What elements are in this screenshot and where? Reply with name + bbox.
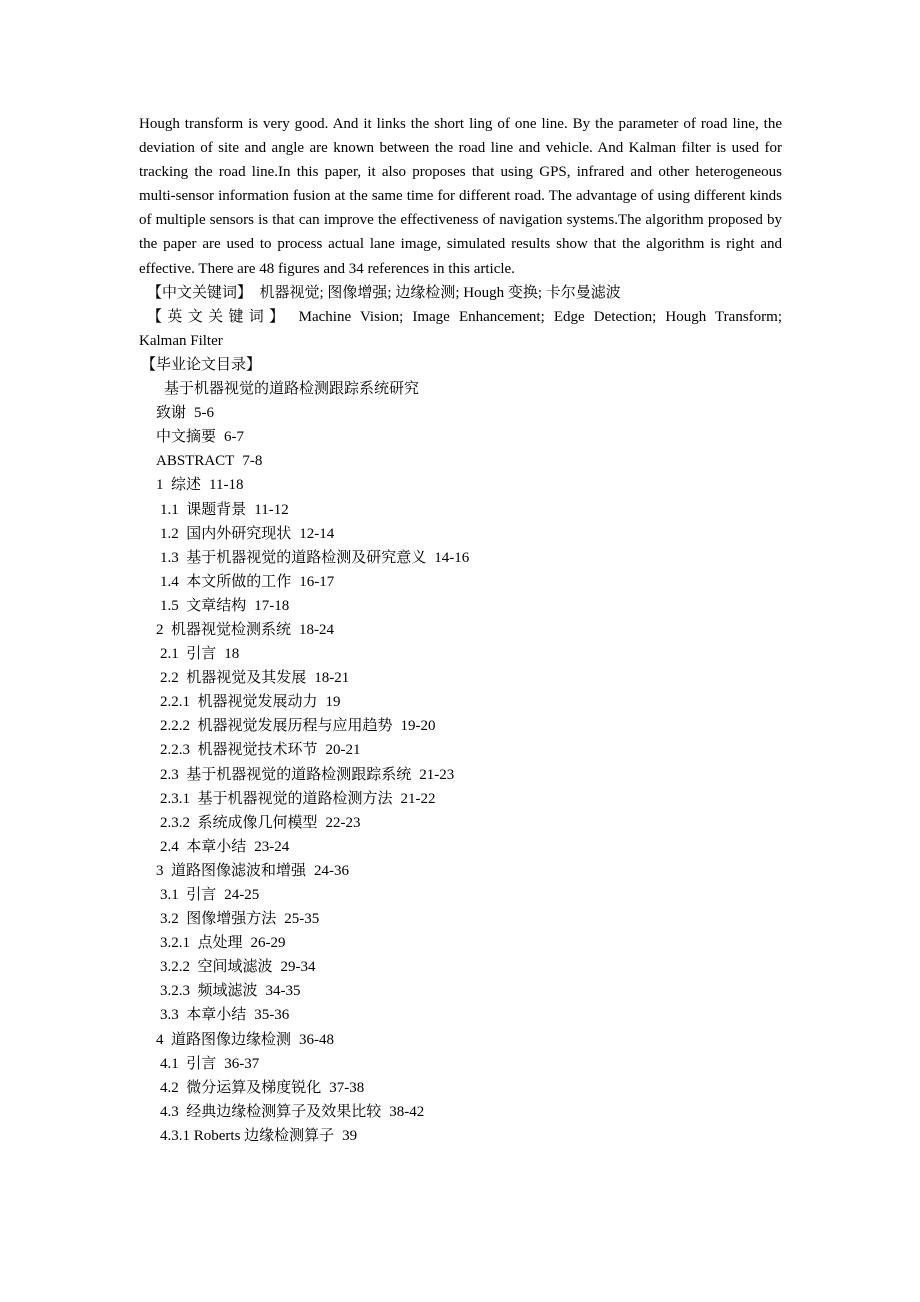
toc-entry[interactable] bbox=[139, 1124, 782, 1148]
toc-entry-text: 2.2 机器视觉及其发展 bbox=[160, 670, 307, 687]
toc-entry[interactable] bbox=[139, 763, 782, 787]
english-keywords-label: 【英文关键词】 bbox=[147, 308, 290, 325]
toc-entry-text: 3.2.2 空间域滤波 bbox=[160, 959, 273, 976]
toc-entry-text: 2.3.2 系统成像几何模型 bbox=[160, 814, 318, 831]
toc-entry-text: 4 道路图像边缘检测 bbox=[156, 1031, 292, 1048]
toc-entry-text: 3.1 引言 bbox=[160, 887, 217, 903]
toc-entry-pages: 11-12 bbox=[254, 501, 289, 518]
toc-entry[interactable] bbox=[139, 594, 782, 618]
toc-entry[interactable] bbox=[139, 449, 782, 473]
toc-entry[interactable] bbox=[139, 955, 782, 979]
toc-entry-pages: 23-24 bbox=[254, 838, 290, 855]
toc-entry-text: 3.2.1 点处理 bbox=[160, 935, 243, 952]
toc-entry-text: 2.3 基于机器视觉的道路检测跟踪系统 bbox=[160, 766, 412, 783]
toc-entry[interactable] bbox=[139, 666, 782, 690]
chinese-keywords-label: 【中文关键词】 bbox=[147, 284, 253, 301]
toc-entry[interactable] bbox=[139, 1100, 782, 1124]
toc-entry-pages: 5-6 bbox=[194, 405, 215, 422]
toc-entry-pages: 34-35 bbox=[265, 983, 301, 1000]
toc-entry-text: 3.2 图像增强方法 bbox=[160, 911, 277, 928]
english-abstract: Hough transform is very good. And it links the short ling of one line. By the parameter of road line, the deviation of site and angle are known between the road line and vehicle. And Kalman filter is used for tracking the road line.In this paper, it also proposes that using GPS, infrared and other heterogeneous multi-sensor information fusion at the same time for different road. The advantage of using different kinds of multiple sensors is that can improve the effectiveness of navigation systems.The algorithm proposed by the paper are used to process actual lane image, simulated results show that the algorithm is right and effective. There are 48 figures and 34 references in this article. bbox=[139, 116, 782, 277]
toc-entry-pages: 19 bbox=[325, 694, 341, 711]
toc-entry-pages: 36-48 bbox=[299, 1031, 335, 1048]
toc-entry-pages: 25-35 bbox=[284, 911, 320, 928]
toc-entry-pages: 18-21 bbox=[314, 670, 350, 687]
toc-entry-text: ABSTRACT bbox=[156, 453, 235, 470]
toc-entry-text: 4.3 经典边缘检测算子及效果比较 bbox=[160, 1103, 382, 1120]
toc-entry-pages: 39 bbox=[342, 1127, 358, 1144]
toc-entry[interactable] bbox=[139, 1028, 782, 1052]
toc-entry-pages: 37-38 bbox=[329, 1079, 365, 1096]
toc-entry[interactable] bbox=[139, 907, 782, 931]
toc-entry-text: 1.1 课题背景 bbox=[160, 501, 247, 518]
toc-entry-text: 致谢 bbox=[156, 405, 187, 422]
chinese-keywords-value: 机器视觉; 图像增强; 边缘检测; Hough 变换; 卡尔曼滤波 bbox=[259, 284, 621, 301]
toc-entry-text: 1.3 基于机器视觉的道路检测及研究意义 bbox=[160, 549, 427, 566]
toc-entry[interactable] bbox=[139, 859, 782, 883]
toc-entry-pages: 38-42 bbox=[389, 1103, 425, 1120]
toc-entry-pages: 12-14 bbox=[299, 525, 335, 542]
toc-entry[interactable] bbox=[139, 1076, 782, 1100]
toc-entry-pages: 14-16 bbox=[434, 549, 470, 566]
toc-entry[interactable] bbox=[139, 546, 782, 570]
toc-entry[interactable] bbox=[139, 642, 782, 666]
toc-entry-text: 2.1 引言 bbox=[160, 646, 217, 663]
toc-entry-text: 2.2.2 机器视觉发展历程与应用趋势 bbox=[160, 718, 393, 735]
english-keywords-continuation: Kalman Filter bbox=[139, 332, 223, 349]
document-page bbox=[139, 112, 782, 1148]
toc-entry[interactable] bbox=[139, 570, 782, 594]
toc-entry-text: 2.3.1 基于机器视觉的道路检测方法 bbox=[160, 790, 393, 807]
toc-entry-pages: 24-25 bbox=[224, 887, 260, 903]
toc-entry-text: 4.3.1 Roberts 边缘检测算子 bbox=[160, 1127, 335, 1144]
toc-entry-pages: 19-20 bbox=[400, 718, 436, 735]
toc-entry-text: 2.4 本章小结 bbox=[160, 838, 247, 855]
toc-entry-pages: 36-37 bbox=[224, 1055, 260, 1072]
toc-entry-pages: 6-7 bbox=[224, 429, 245, 446]
toc-entry[interactable] bbox=[139, 979, 782, 1003]
chinese-keywords bbox=[139, 281, 782, 305]
toc-entry-text: 中文摘要 bbox=[156, 429, 217, 446]
toc-entry-pages: 18-24 bbox=[299, 621, 335, 638]
toc-entry-text: 1 综述 bbox=[156, 477, 202, 494]
toc-entry-pages: 7-8 bbox=[242, 453, 263, 470]
toc-entry-pages: 24-36 bbox=[314, 862, 350, 879]
toc-entry-pages: 17-18 bbox=[254, 597, 290, 614]
english-keywords bbox=[139, 305, 782, 329]
toc-entry-text: 1.5 文章结构 bbox=[160, 597, 247, 614]
toc-entry-text: 1.4 本文所做的工作 bbox=[160, 573, 292, 590]
toc-entry-text: 3.3 本章小结 bbox=[160, 1007, 247, 1024]
toc-entry-pages: 21-23 bbox=[419, 766, 455, 783]
toc-entry-pages: 29-34 bbox=[280, 959, 316, 976]
toc-entry[interactable] bbox=[139, 690, 782, 714]
toc-entry-pages: 21-22 bbox=[400, 790, 436, 807]
toc-entry-text: 2 机器视觉检测系统 bbox=[156, 621, 292, 638]
toc-entry[interactable] bbox=[139, 618, 782, 642]
toc-entry[interactable] bbox=[139, 714, 782, 738]
english-keywords-value-line1: Machine Vision; Image Enhancement; Edge Detection; Hough Transform; bbox=[298, 308, 782, 325]
toc-entry[interactable] bbox=[139, 787, 782, 811]
toc-entry-text: 4.1 引言 bbox=[160, 1055, 217, 1072]
toc-heading: 【毕业论文目录】 bbox=[141, 356, 262, 373]
toc-entry[interactable] bbox=[139, 425, 782, 449]
toc-entry[interactable] bbox=[139, 883, 782, 907]
toc-entry[interactable] bbox=[139, 1052, 782, 1076]
toc-entry[interactable] bbox=[139, 401, 782, 425]
toc-entry-pages: 26-29 bbox=[250, 935, 286, 952]
toc-entry-pages: 11-18 bbox=[209, 477, 244, 494]
toc-entry[interactable] bbox=[139, 473, 782, 497]
toc-entry-pages: 18 bbox=[224, 646, 240, 663]
toc-entry-text: 3 道路图像滤波和增强 bbox=[156, 862, 307, 879]
toc-entry-text: 2.2.3 机器视觉技术环节 bbox=[160, 742, 318, 759]
toc-entry[interactable] bbox=[139, 835, 782, 859]
toc-entry[interactable] bbox=[139, 811, 782, 835]
toc-entry[interactable] bbox=[139, 1003, 782, 1027]
toc-thesis-title: 基于机器视觉的道路检测跟踪系统研究 bbox=[164, 381, 420, 398]
toc-entry[interactable] bbox=[139, 498, 782, 522]
toc-entry-text: 1.2 国内外研究现状 bbox=[160, 525, 292, 542]
toc-entry-text: 3.2.3 频域滤波 bbox=[160, 983, 258, 1000]
toc-entry-pages: 16-17 bbox=[299, 573, 335, 590]
toc-entry-pages: 22-23 bbox=[325, 814, 361, 831]
table-of-contents bbox=[139, 401, 782, 1148]
toc-entry[interactable] bbox=[139, 738, 782, 762]
toc-entry-text: 2.2.1 机器视觉发展动力 bbox=[160, 694, 318, 711]
toc-entry-pages: 35-36 bbox=[254, 1007, 290, 1024]
toc-entry[interactable] bbox=[139, 931, 782, 955]
toc-entry-text: 4.2 微分运算及梯度锐化 bbox=[160, 1079, 322, 1096]
toc-entry[interactable] bbox=[139, 522, 782, 546]
toc-entry-pages: 20-21 bbox=[325, 742, 361, 759]
